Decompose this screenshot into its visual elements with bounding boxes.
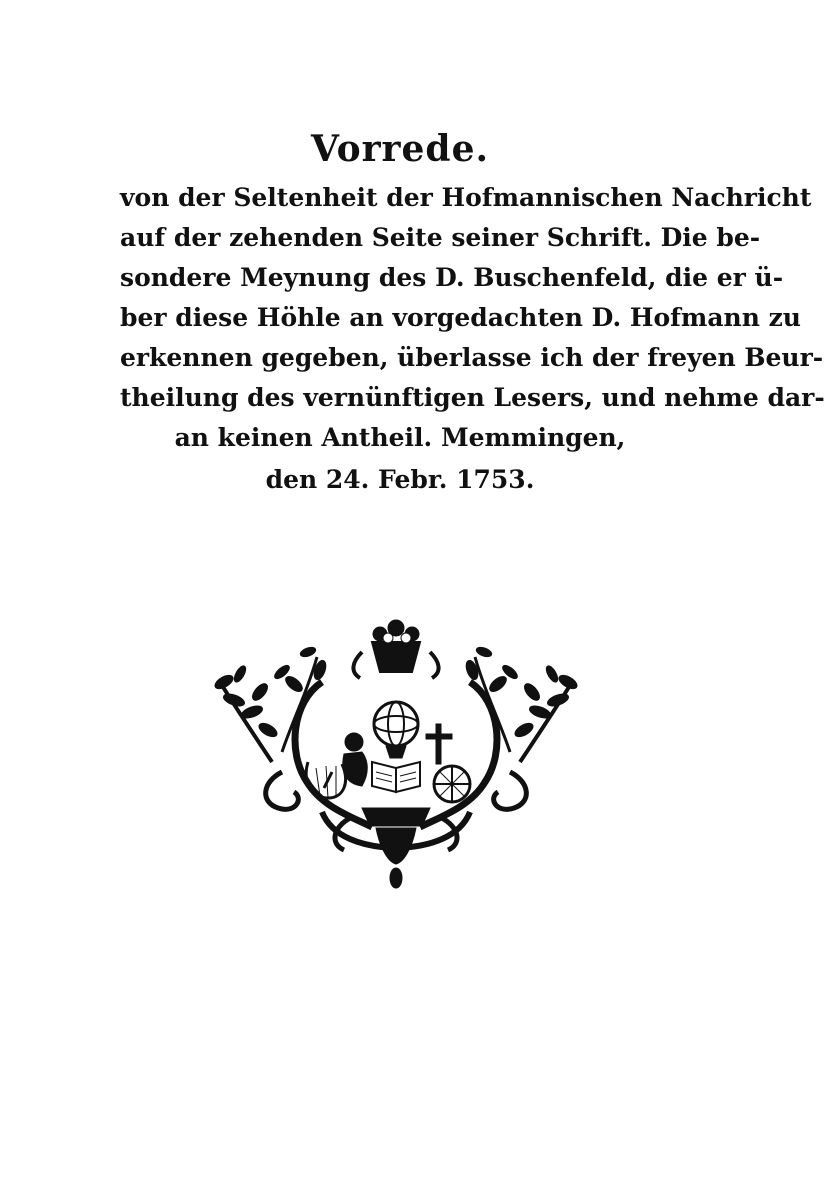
text-line: auf der zehenden Seite seiner Schrift. Die be- [120, 223, 761, 252]
open-book-icon [372, 762, 420, 792]
right-foliage-icon [464, 646, 579, 762]
preface-text-block [120, 178, 825, 500]
text-line: erkennen gegeben, überlasse ich der freyen Beur- [120, 343, 824, 372]
text-line: theilung des vernünftigen Lesers, und nehme dar- [120, 383, 825, 412]
page-title: Vorrede. [310, 128, 490, 170]
date-line: den 24. Febr. 1753. [265, 465, 535, 494]
flower-basket-icon [353, 620, 438, 678]
globe-icon [374, 702, 418, 758]
left-foliage-icon [213, 646, 328, 762]
text-line: ber diese Höhle an vorgedachten D. Hofmann zu [120, 303, 801, 332]
lyre-icon [306, 762, 345, 798]
text-line: von der Seltenheit der Hofmannischen Nachricht [120, 183, 812, 212]
ornament-vignette-icon [212, 612, 580, 902]
cross-icon [426, 724, 452, 764]
closing-line: an keinen Antheil. Memmingen, [174, 423, 626, 452]
text-line: sondere Meynung des D. Buschenfeld, die er ü- [120, 263, 784, 292]
woven-sphere-icon [434, 766, 470, 802]
